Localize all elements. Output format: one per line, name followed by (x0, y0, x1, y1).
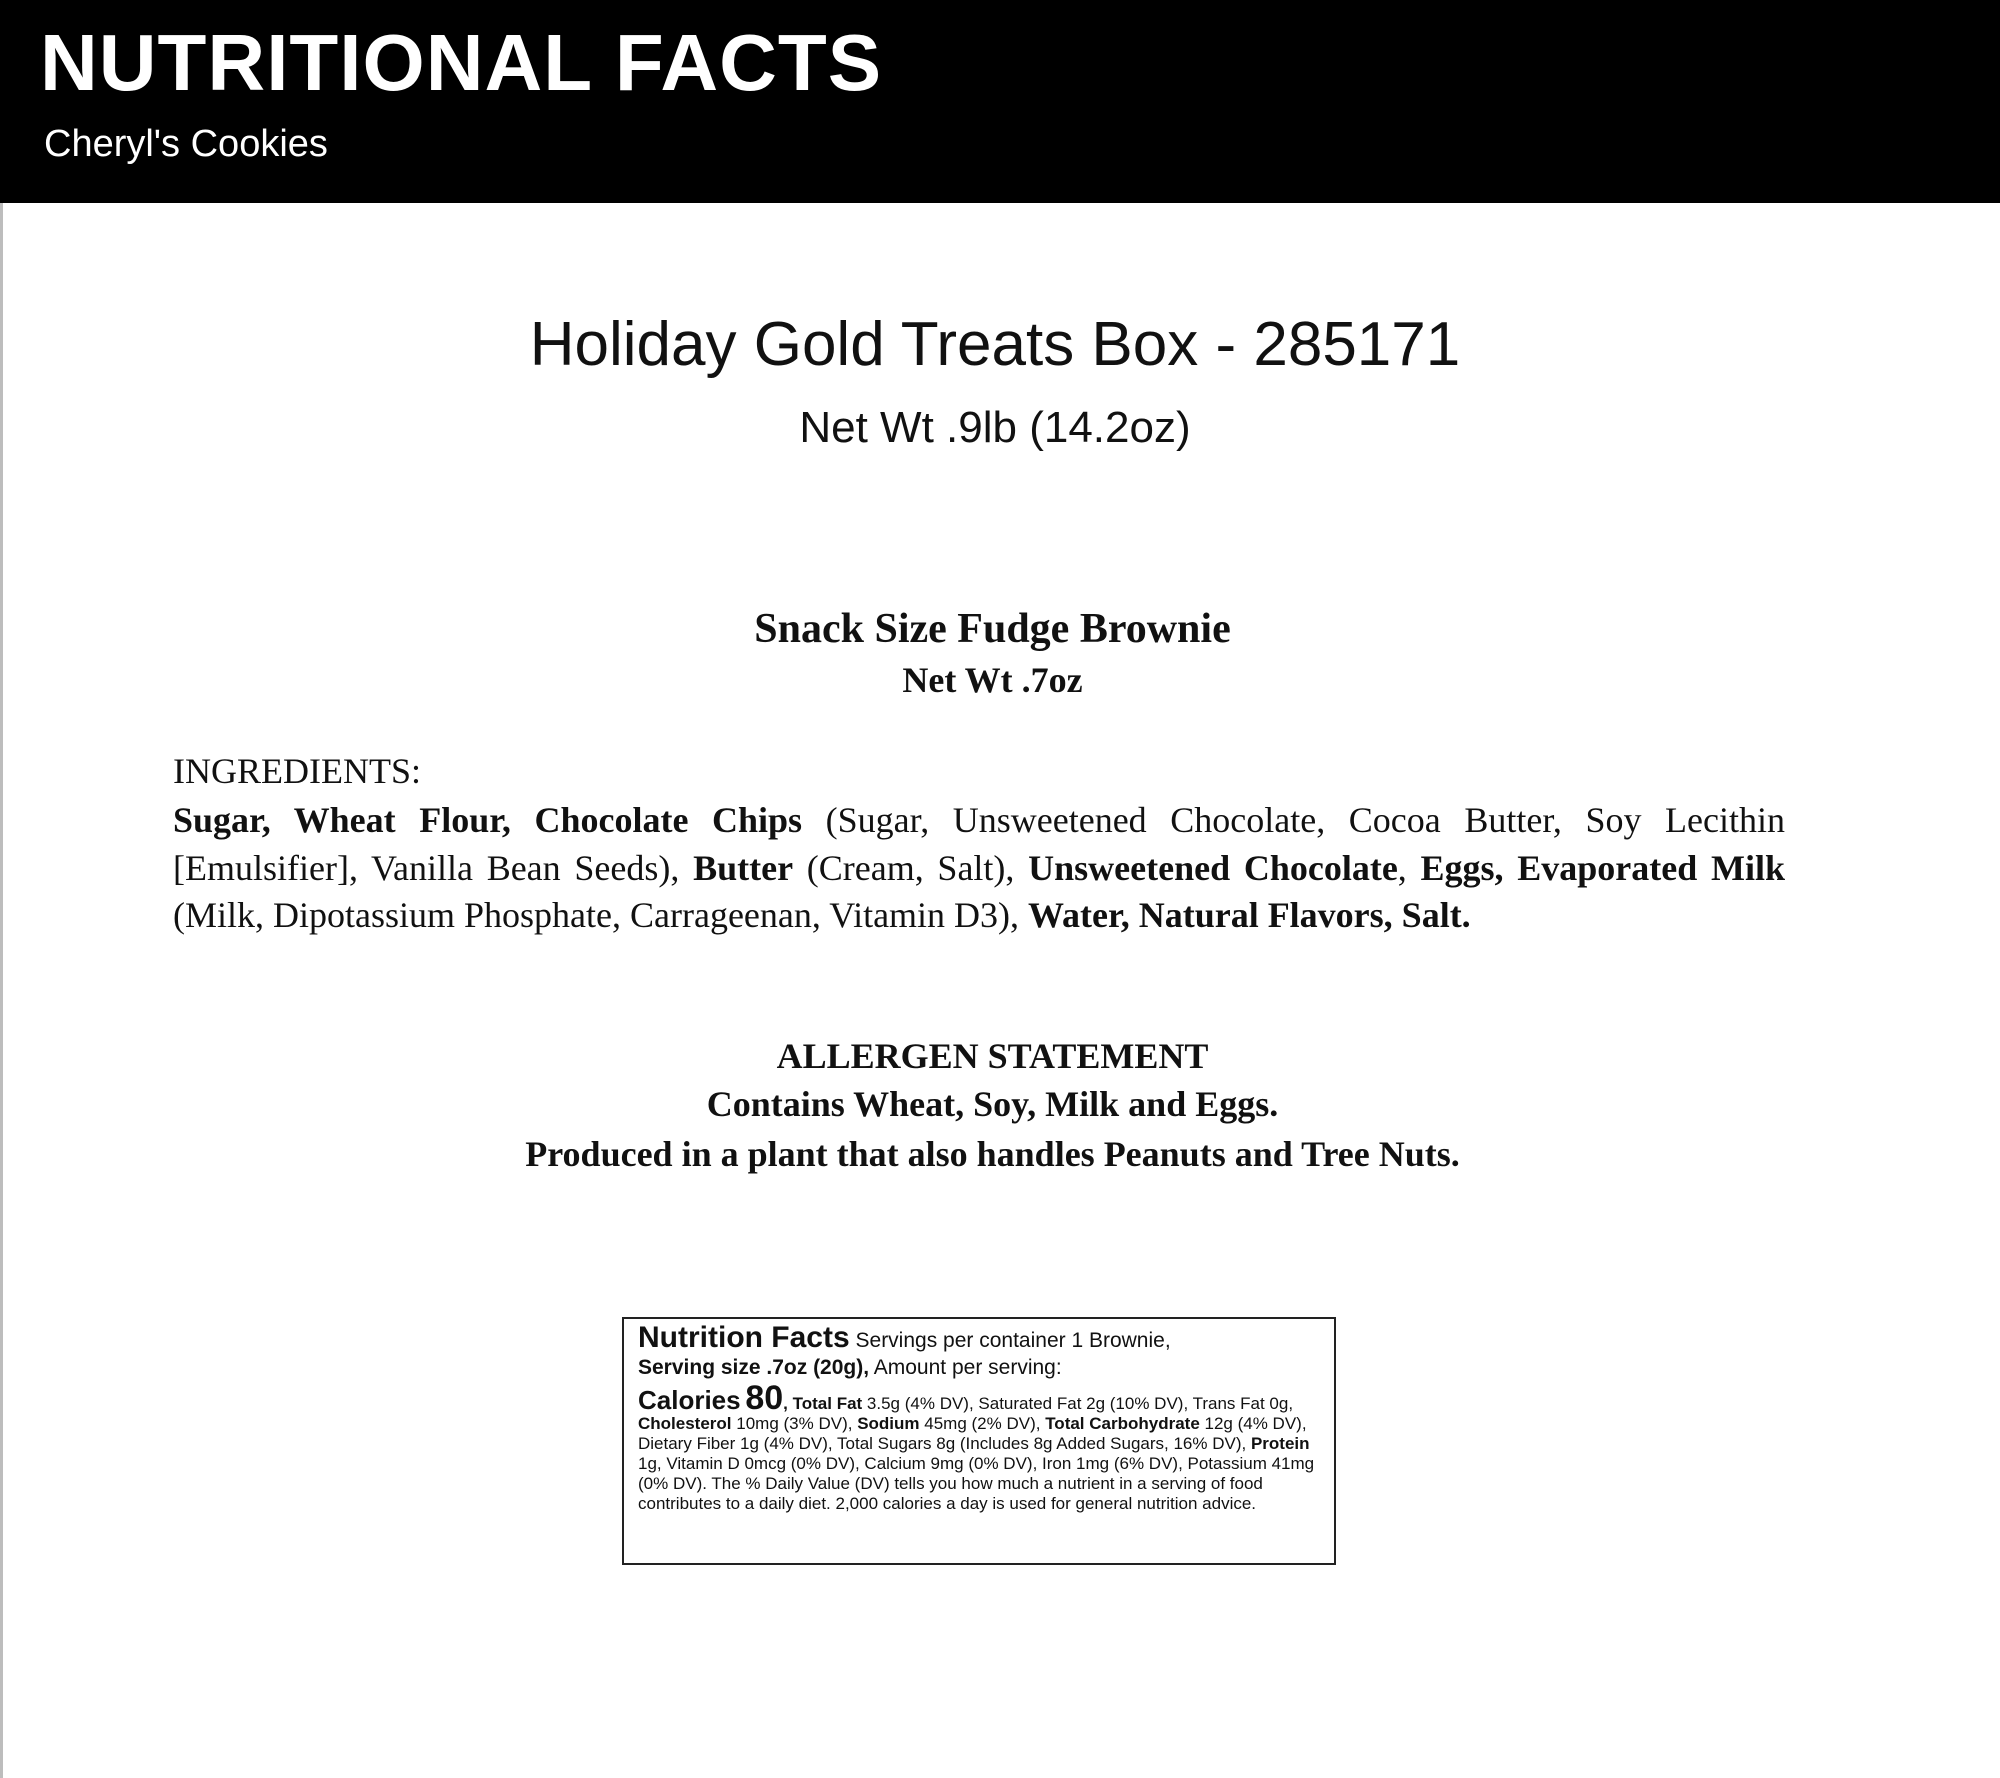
nutrient-segment: 1g, Vitamin D 0mcg (0% DV), Calcium 9mg (0% DV), Iron 1mg (6% DV), Potassium 41mg (0% DV). The % Daily Value (DV) tells you how much a nutrient in a serving of food contributes to a daily diet. 2,000 calories a day is used for general nutrition advice. (638, 1454, 1315, 1513)
nutrient-segment: 45mg (2% DV), (919, 1414, 1046, 1433)
calories-label: Calories (638, 1385, 741, 1415)
ingredients-heading: INGREDIENTS: (173, 751, 421, 791)
allergen-facility-note: Produced in a plant that also handles Peanuts and Tree Nuts. (525, 1134, 1460, 1174)
product-title: Holiday Gold Treats Box - 285171 (529, 310, 1461, 379)
nutrient-segment: Total Fat (792, 1394, 863, 1413)
ingredient-segment: Unsweetened Chocolate (1028, 847, 1398, 888)
item-name: Snack Size Fudge Brownie (754, 606, 1231, 652)
allergen-heading: ALLERGEN STATEMENT (776, 1036, 1209, 1076)
ingredient-segment: Butter (693, 847, 794, 888)
ingredient-segment: (Sugar, Unsweetened Chocolate, Cocoa Butter, Soy Lecithin [Emulsifier], Vanilla Bean Seeds), (173, 800, 1785, 888)
nutrient-segment: Protein (1250, 1434, 1310, 1453)
ingredient-segment: (Milk, Dipotassium Phosphate, Carrageenan, Vitamin D3), (173, 895, 1029, 935)
calories-value: 80 (745, 1379, 784, 1417)
nutrient-segment: 3.5g (4% DV), Saturated Fat 2g (10% DV), Trans Fat 0g, (862, 1394, 1294, 1413)
ingredient-segment: , (1397, 847, 1421, 888)
nutrition-facts-box (622, 1317, 1336, 1565)
nutrient-segment: 10mg (3% DV), (731, 1414, 858, 1433)
nutrient-segment: 12g (4% DV), Dietary Fiber 1g (4% DV), Total Sugars 8g (Includes 8g Added Sugars, 16% DV), (638, 1414, 1307, 1453)
serving-size: Serving size .7oz (20g), (638, 1356, 870, 1379)
nutrient-segment: , (783, 1394, 793, 1413)
nutrition-header-line (638, 1323, 1320, 1356)
servings-per-container: Servings per container 1 Brownie, (849, 1329, 1171, 1352)
ingredient-segment: Water, Natural Flavors, Salt. (1028, 895, 1471, 935)
ingredients-list (173, 797, 1785, 940)
nutrition-details (638, 1379, 1320, 1514)
product-net-weight: Net Wt .9lb (14.2oz) (799, 403, 1191, 452)
nutrition-facts-title: Nutrition Facts (638, 1321, 850, 1354)
brand-name: Cheryl's Cookies (44, 123, 328, 165)
nutrient-segment: Total Carbohydrate (1045, 1414, 1200, 1433)
amount-per-serving: Amount per serving: (869, 1356, 1062, 1379)
nutrient-segment: Cholesterol (638, 1414, 732, 1433)
ingredient-segment: (Cream, Salt), (793, 847, 1029, 888)
item-net-weight: Net Wt .7oz (902, 660, 1083, 700)
header-bar (0, 0, 2000, 203)
nutrient-segment: Sodium (857, 1414, 920, 1433)
allergen-contains: Contains Wheat, Soy, Milk and Eggs. (706, 1084, 1279, 1124)
serving-size-line (638, 1356, 1320, 1380)
ingredient-segment: Sugar, Wheat Flour, Chocolate Chips (173, 800, 803, 840)
header-title: NUTRITIONAL FACTS (40, 18, 883, 107)
ingredient-segment: Eggs, Evaporated Milk (1420, 847, 1785, 888)
